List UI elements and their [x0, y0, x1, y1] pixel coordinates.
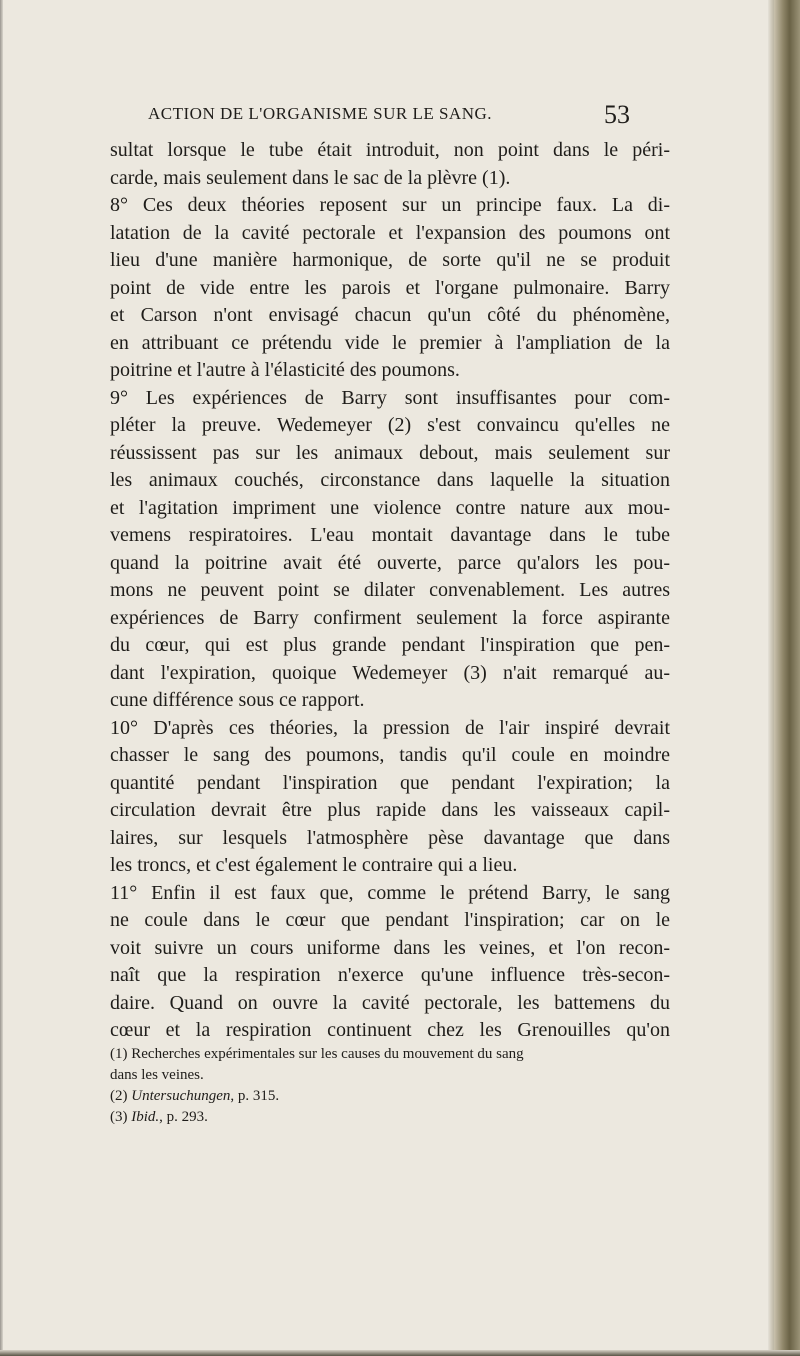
page-number: 53: [604, 100, 630, 129]
text-line: vemens respiratoires. L'eau montait davantage dans le tube: [110, 524, 670, 546]
text-line: voit suivre un cours uniforme dans les veines, et l'on recon-: [110, 936, 670, 959]
running-title: ACTION DE L'ORGANISME SUR LE SANG.: [148, 104, 493, 123]
footnote: [110, 1086, 670, 1107]
text-line: cune différence sous ce rapport.: [110, 689, 365, 711]
text-line: circulation devrait être plus rapide dans les vaisseaux capil-: [110, 799, 670, 821]
text-line: poitrine et l'autre à l'élasticité des poumons.: [110, 359, 460, 381]
text-line: dant l'expiration, quoique Wedemeyer (3) n'ait remarqué au-: [110, 661, 670, 684]
text-line: 9° Les expériences de Barry sont insuffisantes pour com-: [110, 386, 670, 409]
footnote: [110, 1107, 670, 1128]
running-header: [0, 100, 800, 132]
text-line: latation de la cavité pectorale et l'expansion des poumons ont: [110, 221, 670, 244]
footnote-marker: (2): [110, 1088, 128, 1104]
text-line: lieu d'une manière harmonique, de sorte qu'il ne se produit: [110, 249, 670, 271]
footnote-italic-title: Untersuchungen: [131, 1088, 231, 1104]
footnote-text: , p. 293.: [159, 1109, 208, 1125]
footnote-marker: (1): [110, 1046, 128, 1062]
footnote-text: , p. 315.: [230, 1088, 280, 1104]
text-line: sultat lorsque le tube était introduit, non point dans le péri-: [110, 139, 670, 161]
page-bottom-edge: [0, 1350, 800, 1356]
footnote: [110, 1044, 670, 1065]
footnote: [110, 1065, 670, 1086]
text-line: réussissent pas sur les animaux debout, mais seulement sur: [110, 441, 670, 464]
text-line: du cœur, qui est plus grande pendant l'inspiration que pen-: [110, 634, 670, 656]
footnote-marker: (3): [110, 1109, 128, 1125]
text-line: les animaux couchés, circonstance dans laquelle la situation: [110, 469, 670, 491]
text-line: quantité pendant l'inspiration que pendant l'expiration; la: [110, 771, 670, 794]
text-line: mons ne peuvent point se dilater convenablement. Les autres: [110, 579, 670, 601]
text-line: ne coule dans le cœur que pendant l'inspiration; car on le: [110, 909, 670, 931]
text-line: point de vide entre les parois et l'organe pulmonaire. Barry: [110, 276, 670, 299]
body-text: [110, 137, 670, 1045]
text-line: expériences de Barry confirment seulement la force aspirante: [110, 606, 670, 629]
footnotes: [110, 1044, 670, 1128]
text-line: quand la poitrine avait été ouverte, parce qu'alors les pou-: [110, 551, 670, 574]
text-line: 10° D'après ces théories, la pression de l'air inspiré devrait: [110, 716, 670, 739]
text-line: et l'agitation impriment une violence contre nature aux mou-: [110, 496, 670, 519]
text-line: 8° Ces deux théories reposent sur un principe faux. La di-: [110, 194, 670, 216]
text-line: les troncs, et c'est également le contraire qui a lieu.: [110, 854, 518, 876]
text-line: cœur et la respiration continuent chez les Grenouilles qu'on: [110, 1019, 670, 1041]
text-line: pléter la preuve. Wedemeyer (2) s'est convaincu qu'elles ne: [110, 414, 670, 436]
text-line: 11° Enfin il est faux que, comme le prétend Barry, le sang: [110, 881, 670, 904]
footnote-italic-title: Ibid.: [131, 1109, 160, 1125]
book-binding-edge: [774, 0, 800, 1356]
text-line: naît que la respiration n'exerce qu'une influence très-secon-: [110, 964, 670, 986]
text-line: en attribuant ce prétendu vide le premier à l'ampliation de la: [110, 331, 670, 354]
text-line: daire. Quand on ouvre la cavité pectorale, les battemens du: [110, 991, 670, 1014]
footnote-text: Recherches expérimentales sur les causes du mouvement du sang: [131, 1046, 524, 1062]
text-line: chasser le sang des poumons, tandis qu'il coule en moindre: [110, 744, 670, 766]
page-left-edge: [0, 0, 3, 1356]
text-line: carde, mais seulement dans le sac de la plèvre (1).: [110, 166, 511, 189]
footnote-text: dans les veines.: [110, 1067, 204, 1083]
text-line: et Carson n'ont envisagé chacun qu'un côté du phénomène,: [110, 304, 670, 326]
text-line: laires, sur lesquels l'atmosphère pèse davantage que dans: [110, 826, 670, 849]
